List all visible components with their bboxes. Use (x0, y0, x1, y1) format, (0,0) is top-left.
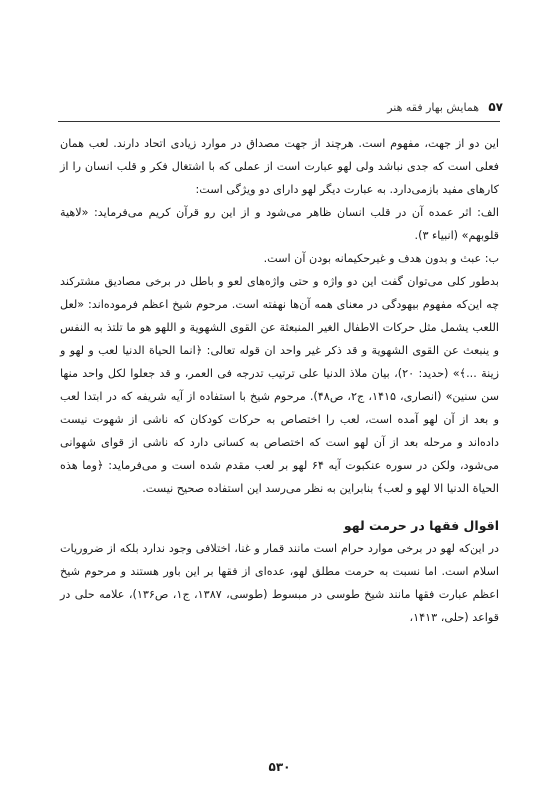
paragraph-3: ب: عبث و بدون هدف و غیرحکیمانه بودن آن است. (263, 252, 499, 265)
paragraph-4: بدطور کلی می‌توان گفت این دو واژه و حتی واژه‌های لعو و باطل در برخی مصادیق مشترکند چه این‌که مفهوم بیهودگی در معنای همه آن‌ها نهفته است. مرحوم شیخ اعظم فرموده‌اند: «لعل اللعب یشمل مثل حرکات الاطفال الغیر المنبعثة عن القوی الشهویة و اللهو هو ما تلتذ به النفس و ینبعث عن القوی الشهویة و قد ذکر غیر واحد ان قوله تعالی: ﴿انما الحیاة الدنیا لعب و لهو و زینة ...﴾» (حدید: ۲۰)، بیان ملاذ الدنیا علی ترتیب تدرجه فی العمر، و قد جعلوا لکل واحد منها سن سنین» (انصاری، ۱۴۱۵، ج۲، ص۴۸). مرحوم شیخ با استفاده از آیه شریفه که در ابتدا لعب و بعد از آن لهو آمده است، لعب را اختصاص به حرکات کودکان که ناشی از شهوت نیست داده‌اند و مرحله بعد از آن لهو است که اختصاص به کسانی دارد که ناشی از قوای شهوانی می‌شود، ولکن در سوره عنکبوت آیه ۶۴ لهو بر لعب مقدم شده است و می‌فرماید: ﴿وما هذه الحیاة الدنیا الا لهو و لعب﴾ بنابراین به نظر می‌رسد این استفاده صحیح نیست. (60, 275, 500, 495)
section-gap (60, 500, 499, 514)
paragraph-2: الف: اثر عمده آن در قلب انسان ظاهر می‌شود و از این رو قرآن کریم می‌فرماید: «لاهیة قلوبهم» (انبیاء ۳). (60, 206, 499, 242)
paragraph-5: در این‌که لهو در برخی موارد حرام است مانند قمار و غنا، اختلافی وجود ندارد بلکه از ضروریات اسلام است. اما نسبت به حرمت مطلق لهو، عده‌ای از فقها بر این باور هستند و مرحوم شیخ اعظم عبارت فقها مانند شیخ طوسی در مبسوط (طوسی، ۱۳۸۷، ج۱، ص۱۳۶)، علامه حلی در قواعد (حلی، ۱۴۱۳، (60, 542, 499, 624)
footer-page-number: ۵۳۰ (268, 760, 291, 774)
running-title: همایش بهار فقه هنر (387, 101, 479, 114)
header-divider (58, 121, 500, 122)
paragraph-1: این دو از جهت، مفهوم است. هرچند از جهت مصداق در موارد زیادی اتحاد دارند. لعب همان فعلی است که جدی نباشد ولی لهو عبارت است از عملی که با اشتغال فکر و قلب انسان را از کارهای مفید بازمی‌دارد. به عبارت دیگر لهو دارای دو ویژگی است: (60, 137, 499, 196)
main-text (60, 132, 499, 629)
header-page-number: ۵۷ (488, 100, 503, 114)
section-title: اقوال فقها در حرمت لهو (343, 518, 499, 533)
